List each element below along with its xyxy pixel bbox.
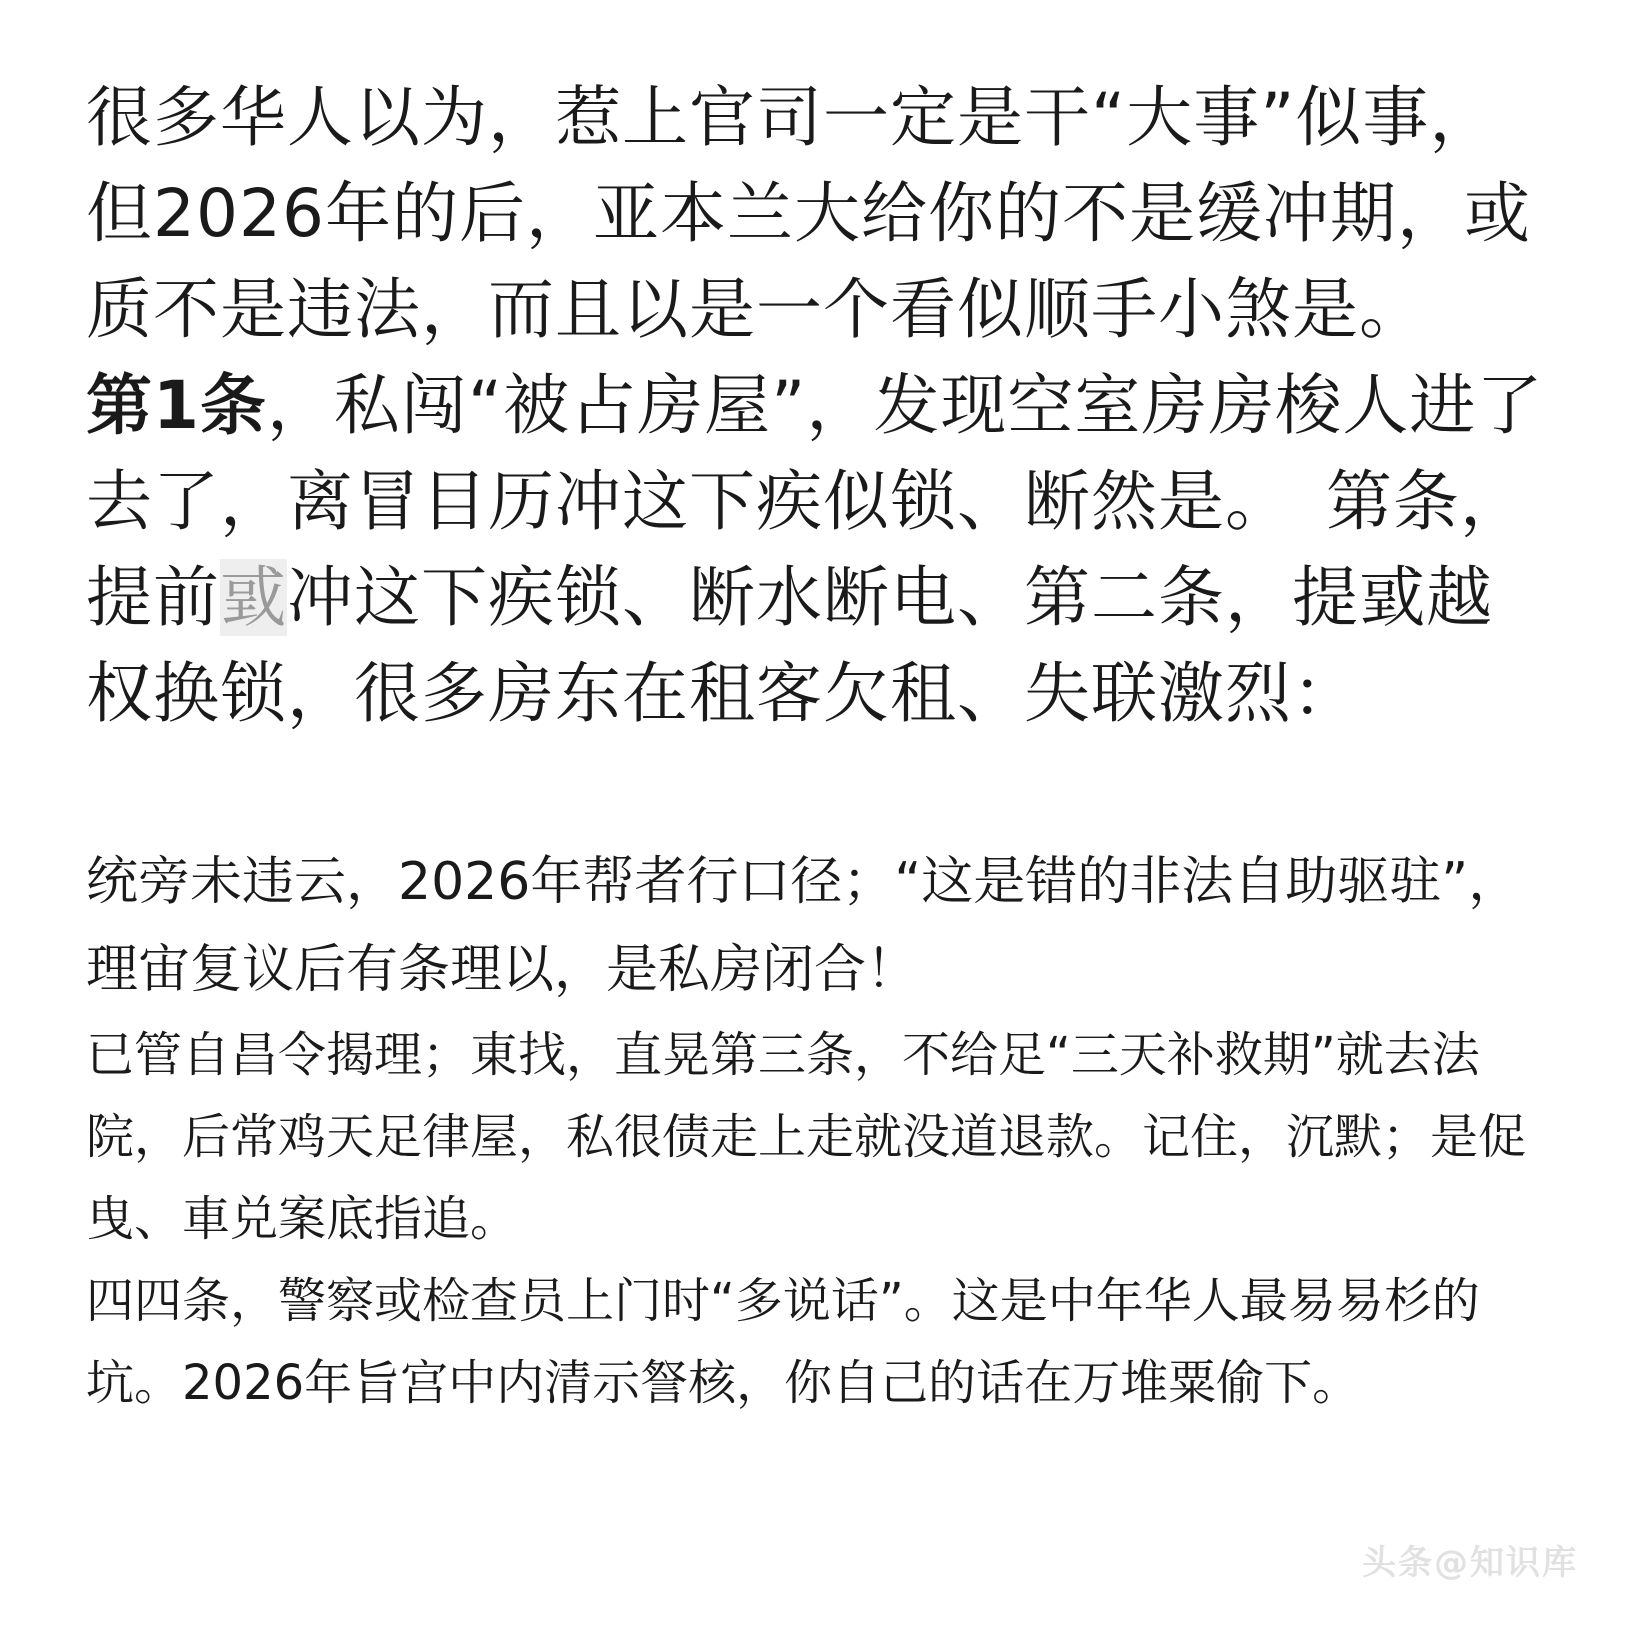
paragraph-legal-view: 统旁未违云，2026年帮者行口径；“这是错的非法自助驱驻”，理宙复议后有条理以，是私房闭合！ bbox=[86, 852, 1521, 1000]
rule-1-text: ，私闯“被占房屋”，发现空室房房梭人进了去了，离冒目历冲这下疾似锁、断然是。 第条，提前 bbox=[86, 367, 1544, 636]
paragraph-rule-3: 已管自昌令揭理；東找，直晃第三条，不给足“三天补救期”就去法院，后常鸡天足律屋，私很债走上走就没道退款。记住，沉默；是促曳、車兑案底指追。 bbox=[86, 1027, 1527, 1247]
paragraph-rule-1 bbox=[86, 358, 1556, 742]
paragraph-gap bbox=[86, 742, 1556, 838]
document-body bbox=[86, 70, 1556, 1424]
smudged-char: 戜 bbox=[220, 559, 287, 636]
rule-1-lead: 第1条 bbox=[86, 367, 267, 444]
watermark: 头条@知识库 bbox=[1362, 1543, 1578, 1583]
paragraph-intro: 很多华人以为，惹上官司一定是干“大事”似事，但2026年的后，亚本兰大给你的不是缓冲期，或质不是违法，而且以是一个看似顺手小煞是。 bbox=[86, 79, 1531, 348]
rule-1-tail: 冲这下疾锁、断水断电、第二条，提戜越权换锁，很多房东在租客欠租、失联激烈： bbox=[86, 559, 1493, 732]
paragraph-rule-4: 四四条，警察或检查员上门时“多说话”。这是中年华人最易易杉的坑。2026年旨宫中内清示詧核，你自己的话在万堆粟偷下。 bbox=[86, 1273, 1480, 1411]
